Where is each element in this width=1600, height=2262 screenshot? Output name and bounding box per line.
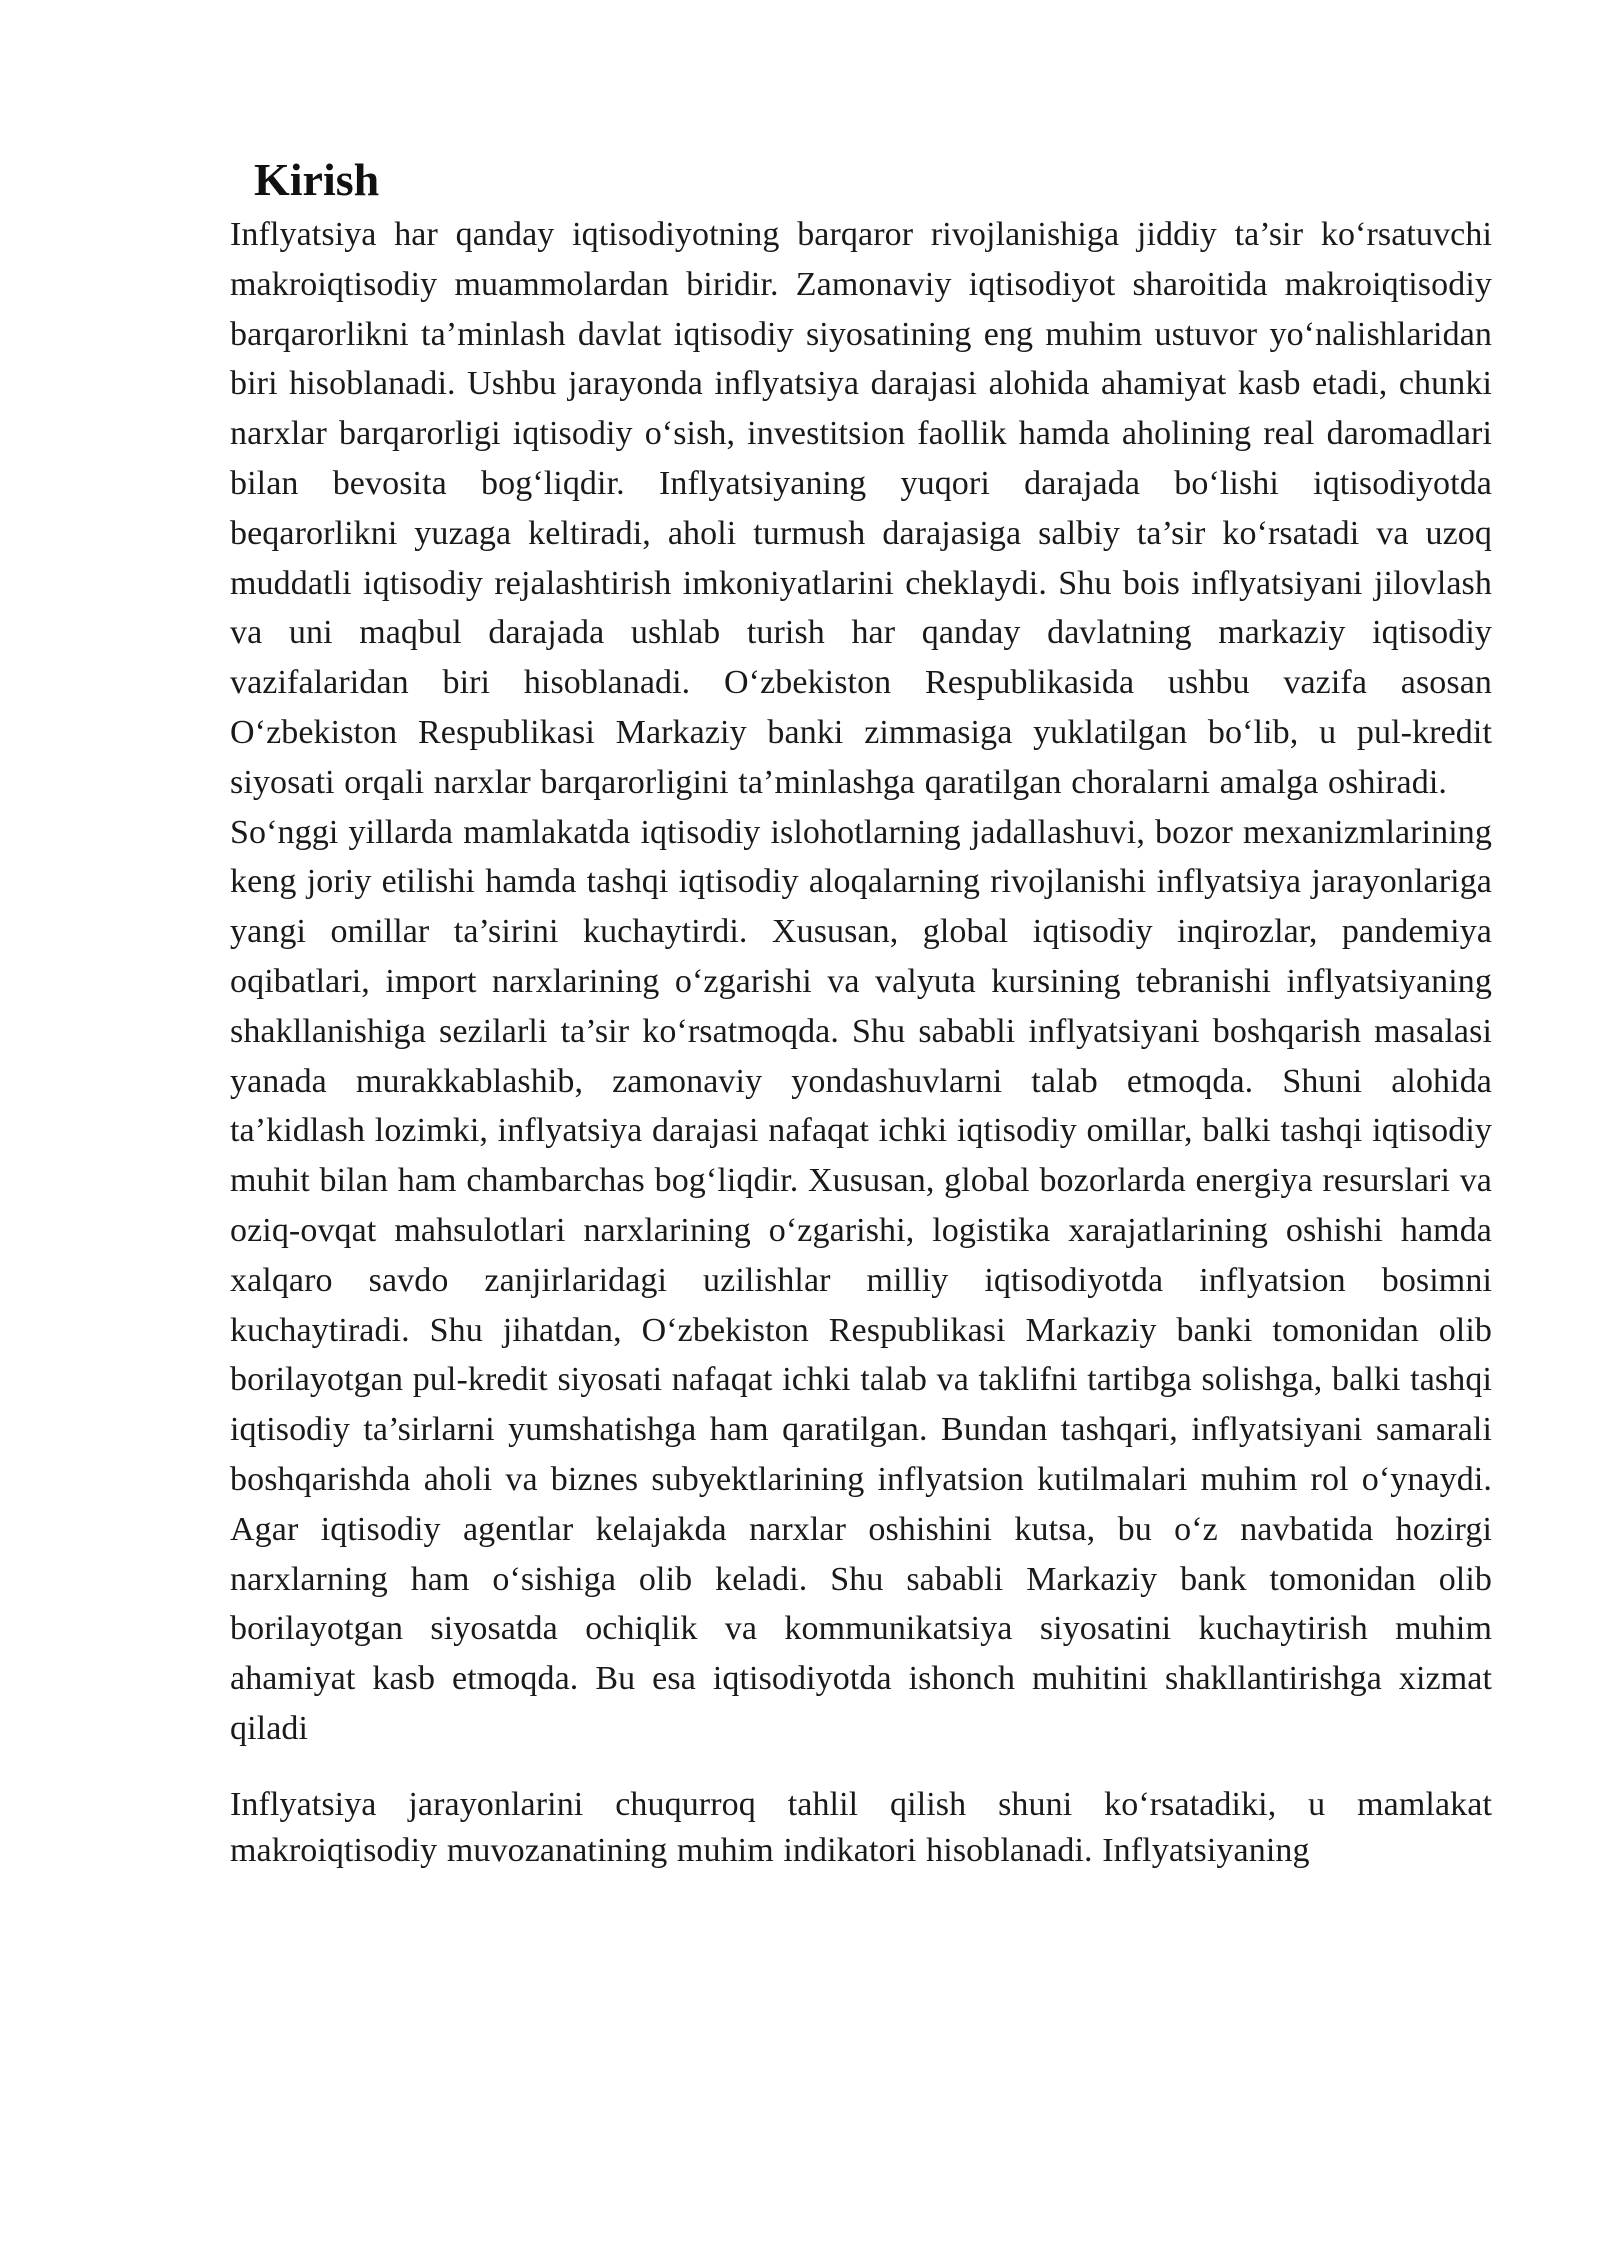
paragraph-2: So‘nggi yillarda mamlakatda iqtisodiy islohotlarning jadallashuvi, bozor mexanizmlarining keng joriy etilishi hamda tashqi iqtisodiy aloqalarning rivojlanishi inflyatsiya jarayonlariga yangi omillar ta’sirini kuchaytirdi. Xususan, global iqtisodiy inqirozlar, pandemiya oqibatlari, import narxlarining o‘zgarishi va valyuta kursining tebranishi inflyatsiyaning shakllanishiga sezilarli ta’sir ko‘rsatmoqda. Shu sababli inflyatsiyani boshqarish masalasi yanada murakkablashib, zamonaviy yondashuvlarni talab etmoqda. Shuni alohida ta’kidlash lozimki, inflyatsiya darajasi nafaqat ichki iqtisodiy omillar, balki tashqi iqtisodiy muhit bilan ham chambarchas bog‘liqdir. Xususan, global bozorlarda energiya resurslari va oziq-ovqat mahsulotlari narxlarining o‘zgarishi, logistika xarajatlarining oshishi hamda xalqaro savdo zanjirlaridagi uzilishlar milliy iqtisodiyotda inflyatsion bosimni kuchaytiradi. Shu jihatdan, O‘zbekiston Respublikasi Markaziy banki tomonidan olib borilayotgan pul-kredit siyosati nafaqat ichki talab va taklifni tartibga solishga, balki tashqi iqtisodiy ta’sirlarni yumshatishga ham qaratilgan. Bundan tashqari, inflyatsiyani samarali boshqarishda aholi va biznes subyektlarining inflyatsion kutilmalari muhim rol o‘ynaydi. Agar iqtisodiy agentlar kelajakda narxlar oshishini kutsa, bu o‘z navbatida hozirgi narxlarning ham o‘sishiga olib keladi. Shu sababli Markaziy bank tomonidan olib borilayotgan siyosatda ochiqlik va kommunikatsiya siyosatini kuchaytirish muhim ahamiyat kasb etmoqda. Bu esa iqtisodiyotda ishonch muhitini shakllantirishga xizmat qiladi	[230, 813, 1492, 1747]
paragraph-1: Inflyatsiya har qanday iqtisodiyotning barqaror rivojlanishiga jiddiy ta’sir ko‘rsatuvchi makroiqtisodiy muammolardan biridir. Zamonaviy iqtisodiyot sharoitida makroiqtisodiy barqarorlikni ta’minlash davlat iqtisodiy siyosatining eng muhim ustuvor yo‘nalishlaridan biri hisoblanadi. Ushbu jarayonda inflyatsiya darajasi alohida ahamiyat kasb etadi, chunki narxlar barqarorligi iqtisodiy o‘sish, investitsion faollik hamda aholining real daromadlari bilan bevosita bog‘liqdir. Inflyatsiyaning yuqori darajada bo‘lishi iqtisodiyotda beqarorlikni yuzaga keltiradi, aholi turmush darajasiga salbiy ta’sir ko‘rsatadi va uzoq muddatli iqtisodiy rejalashtirish imkoniyatlarini cheklaydi. Shu bois inflyatsiyani jilovlash va uni maqbul darajada ushlab turish har qanday davlatning markaziy iqtisodiy vazifalaridan biri hisoblanadi. O‘zbekiston Respublikasida ushbu vazifa asosan O‘zbekiston Respublikasi Markaziy banki zimmasiga yuklatilgan bo‘lib, u pul-kredit siyosati orqali narxlar barqarorligini ta’minlashga qaratilgan choralarni amalga oshiradi.	[230, 216, 1492, 801]
document-page	[230, 150, 1492, 1874]
section-heading: Kirish	[254, 154, 380, 205]
paragraph-3: Inflyatsiya jarayonlarini chuqurroq tahlil qilish shuni ko‘rsatadiki, u mamlakat makroiqtisodiy muvozanatining muhim indikatori hisoblanadi. Inflyatsiyaning	[230, 1785, 1492, 1869]
